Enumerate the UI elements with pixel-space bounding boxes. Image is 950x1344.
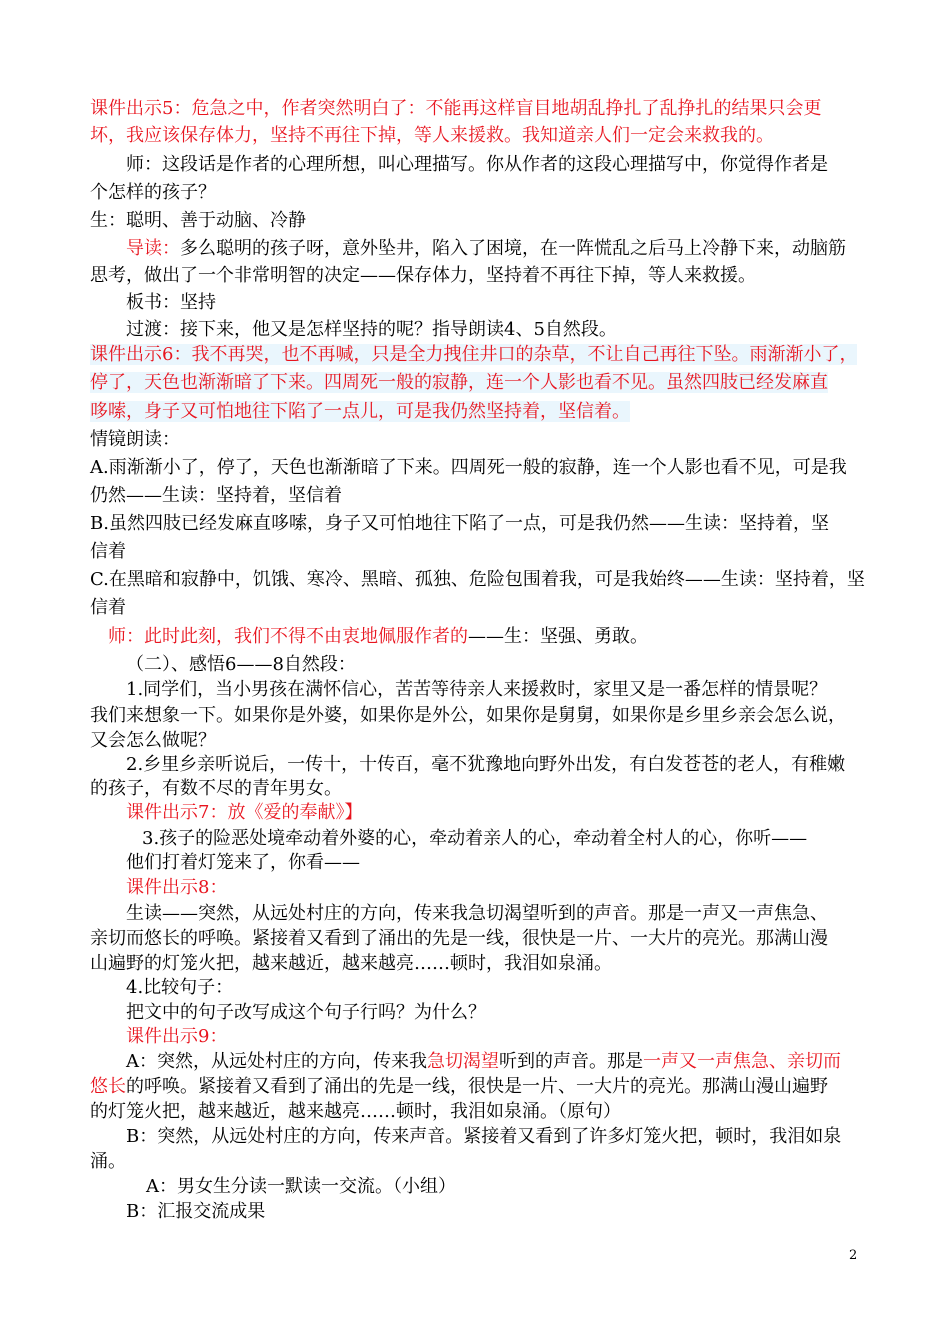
text-line: 坏，我应该保存体力，坚持不再往下掉，等人来援救。我知道亲人们一定会来救我的。 [90,125,774,146]
text-line: 4.比较句子： [126,977,234,998]
text-line: 的灯笼火把，越来越近，越来越亮……顿时，我泪如泉涌。（原句） [90,1101,621,1122]
text-line: 山遍野的灯笼火把，越来越近，越来越亮……顿时，我泪如泉涌。 [90,953,612,974]
text-line: 亲切而悠长的呼唤。紧接着又看到了涌出的先是一线，很快是一片、一大片的亮光。那满山漫 [90,928,828,949]
text-line: 导读：多么聪明的孩子呀，意外坠井，陷入了困境，在一阵慌乱之后马上冷静下来，动脑筋 [126,238,846,259]
text-line: 课件出示5：危急之中，作者突然明白了：不能再这样盲目地胡乱挣扎了乱挣扎的结果只会更 [90,98,822,119]
text-line: 2.乡里乡亲听说后，一传十，十传百，毫不犹豫地向野外出发，有白发苍苍的老人，有稚嫩 [126,754,846,775]
text-line: 把文中的句子改写成这个句子行吗？为什么？ [126,1002,486,1023]
text-line: 过渡：接下来，他又是怎样坚持的呢？指导朗读4、5自然段。 [126,319,617,340]
text-line: 仍然——生读：坚持着，坚信着 [90,485,342,506]
text-line: A.雨渐渐小了，停了，天色也渐渐暗了下来。四周死一般的寂静，连一个人影也看不见，可是我 [90,457,847,478]
text-line: 停了，天色也渐渐暗了下来。四周死一般的寂静，连一个人影也看不见。虽然四肢已经发麻直 [90,372,828,393]
text-line: C.在黑暗和寂静中，饥饿、寒冷、黑暗、孤独、危险包围着我，可是我始终——生读：坚持着，坚 [90,569,865,590]
text-line: 1.同学们，当小男孩在满怀信心，苦苦等待亲人来援救时，家里又是一番怎样的情景呢？ [126,679,828,700]
text-line: B.虽然四肢已经发麻直哆嗦，身子又可怕地往下陷了一点，可是我仍然——生读：坚持着，坚 [90,513,829,534]
text-line: A：男女生分读一默读一交流。（小组） [146,1176,456,1197]
text-line: 的孩子，有数不尽的青年男女。 [90,778,342,799]
text-line: B：汇报交流成果 [126,1201,266,1222]
text-line: 师：此时此刻，我们不得不由衷地佩服作者的——生：坚强、勇敢。 [108,626,648,647]
text-line: 课件出示6：我不再哭，也不再喊，只是全力拽住井口的杂草，不让自己再往下坠。雨渐渐小了， [90,344,858,365]
text-line: 课件出示7：放《爱的奉献》】 [126,802,363,823]
text-line: A：突然，从远处村庄的方向，传来我急切渴望听到的声音。那是一声又一声焦急、亲切而 [126,1051,841,1072]
text-line: 板书：坚持 [126,292,216,313]
text-line: 生读——突然，从远处村庄的方向，传来我急切渴望听到的声音。那是一声又一声焦急、 [126,903,828,924]
text-line: 信着 [90,541,126,562]
text-line: 思考，做出了一个非常明智的决定——保存体力，坚持着不再往下掉，等人来救援。 [90,265,756,286]
text-line: 悠长的呼唤。紧接着又看到了涌出的先是一线，很快是一片、一大片的亮光。那满山漫山遍野 [90,1076,828,1097]
text-line: 情镜朗读： [90,429,180,450]
text-line: 课件出示8： [126,877,228,898]
text-line: 我们来想象一下。如果你是外婆，如果你是外公，如果你是舅舅，如果你是乡里乡亲会怎么说， [90,705,846,726]
text-line: （二）、感悟6——8自然段： [126,654,356,675]
text-line: 信着 [90,597,126,618]
text-line: 他们打着灯笼来了，你看—— [126,852,360,873]
text-line: 哆嗦，身子又可怕地往下陷了一点儿，可是我仍然坚持着，坚信着。 [90,401,630,422]
text-line: 课件出示9： [126,1026,228,1047]
page-number: 2 [849,1248,858,1263]
text-line: 个怎样的孩子？ [90,182,216,203]
text-line: 生：聪明、善于动脑、冷静 [90,210,306,231]
text-line: 师：这段话是作者的心理所想，叫心理描写。你从作者的这段心理描写中，你觉得作者是 [126,154,828,175]
text-line: B：突然，从远处村庄的方向，传来声音。紧接着又看到了许多灯笼火把，顿时，我泪如泉 [126,1126,842,1147]
text-line: 涌。 [90,1151,126,1172]
text-line: 又会怎么做呢？ [90,730,216,751]
text-line: 3.孩子的险恶处境牵动着外婆的心，牵动着亲人的心，牵动着全村人的心，你听—— [142,828,808,849]
